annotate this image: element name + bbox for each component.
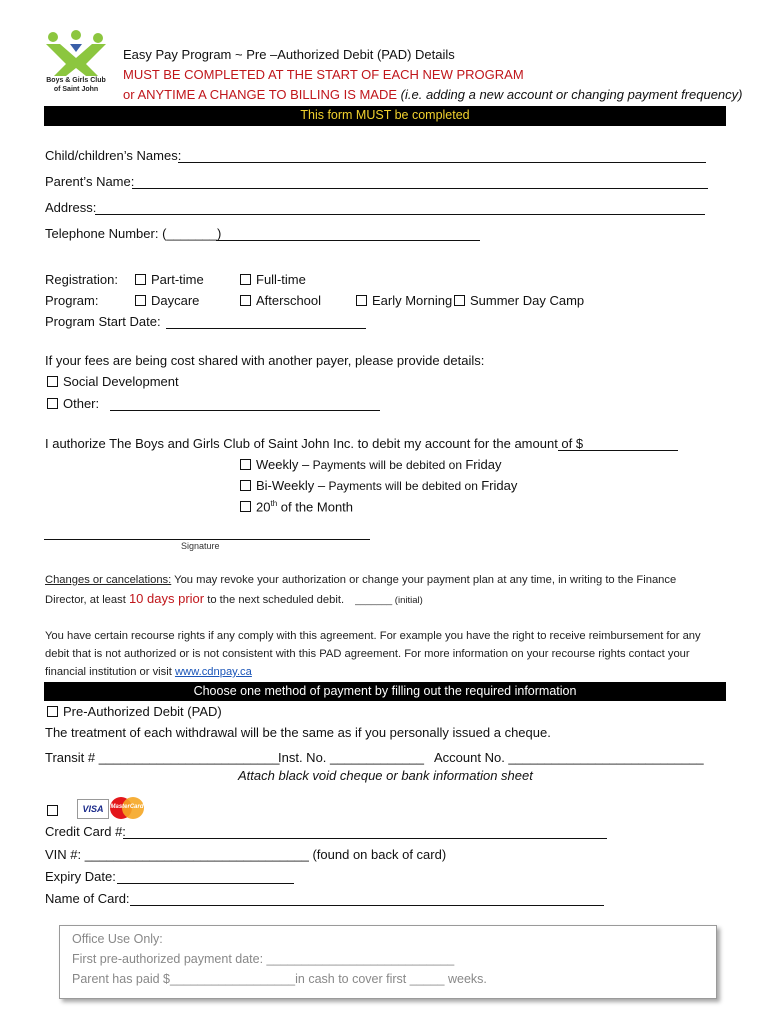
name-of-card-field[interactable] (130, 905, 604, 906)
biweekly-checkbox[interactable] (240, 480, 251, 491)
other-checkbox[interactable] (47, 398, 58, 409)
summer-day-camp-checkbox[interactable] (454, 295, 465, 306)
office-use-title: Office Use Only: (72, 932, 163, 946)
signature-label: Signature (181, 541, 220, 551)
twentieth-option[interactable]: 20th of the Month (240, 499, 353, 514)
cost-share-question: If your fees are being cost shared with another payer, please provide details: (45, 353, 485, 368)
logo-figures-icon (46, 30, 106, 76)
expiry-date-label: Expiry Date: (45, 869, 116, 884)
logo-text: Boys & Girls Club of Saint John (46, 77, 106, 93)
program-label: Program: (45, 293, 99, 308)
weekly-checkbox[interactable] (240, 459, 251, 470)
cdnpay-link[interactable]: www.cdnpay.ca (174, 666, 252, 678)
afterschool-option[interactable]: Afterschool (240, 293, 321, 308)
other-option[interactable]: Other: (47, 396, 99, 411)
credit-card-label: Credit Card #: (45, 824, 126, 839)
form-title: Easy Pay Program ~ Pre –Authorized Debit (PAD) Details (123, 47, 455, 62)
authorize-statement: I authorize The Boys and Girls Club of Saint John Inc. to debit my account for the amount of $ (45, 436, 584, 451)
program-start-date-label: Program Start Date: (45, 314, 161, 329)
other-details-field[interactable] (110, 410, 380, 411)
changes-paragraph-line2: Director, at least 10 days prior to the next scheduled debit. _______ (initial) (45, 591, 423, 606)
weekly-option[interactable]: Weekly – Payments will be debited on Friday (240, 457, 501, 472)
payment-method-bar: Choose one method of payment by filling out the required information (44, 682, 726, 701)
social-development-checkbox[interactable] (47, 376, 58, 387)
parent-name-field[interactable] (132, 188, 708, 189)
first-payment-date-field[interactable]: First pre-authorized payment date: ___________________________ (72, 952, 455, 966)
must-complete-notice: MUST BE COMPLETED AT THE START OF EACH NEW PROGRAM (123, 67, 524, 82)
children-names-field[interactable] (178, 162, 706, 163)
must-complete-bar: This form MUST be completed (44, 106, 726, 126)
parent-name-label: Parent’s Name: (45, 174, 135, 189)
part-time-option[interactable]: Part-time (135, 272, 204, 287)
attach-cheque-note: Attach black void cheque or bank information sheet (238, 768, 533, 783)
signature-field[interactable] (44, 539, 370, 540)
inst-no-field[interactable]: Inst. No. _____________ (278, 750, 425, 765)
summer-day-camp-option[interactable]: Summer Day Camp (454, 293, 584, 308)
initial-field[interactable]: _______ (initial) (355, 595, 423, 606)
daycare-checkbox[interactable] (135, 295, 146, 306)
account-no-field[interactable]: Account No. ___________________________ (434, 750, 704, 765)
credit-card-checkbox[interactable] (47, 805, 58, 816)
address-label: Address: (45, 200, 97, 215)
changes-paragraph: Changes or cancelations: You may revoke your authorization or change your payment plan at any time, in writing to the Finance (45, 574, 677, 586)
recourse-line3: financial institution or visit www.cdnpay.ca (45, 666, 252, 678)
early-morning-checkbox[interactable] (356, 295, 367, 306)
twentieth-checkbox[interactable] (240, 501, 251, 512)
biweekly-option[interactable]: Bi-Weekly – Payments will be debited on Friday (240, 478, 517, 493)
telephone-field[interactable] (216, 240, 480, 241)
credit-card-option[interactable] (47, 803, 63, 818)
registration-label: Registration: (45, 272, 118, 287)
pad-option[interactable]: Pre-Authorized Debit (PAD) (47, 704, 222, 719)
debit-amount-field[interactable] (558, 450, 678, 451)
name-of-card-label: Name of Card: (45, 891, 130, 906)
cash-paid-field[interactable]: Parent has paid $__________________in cash to cover first _____ weeks. (72, 972, 487, 986)
part-time-checkbox[interactable] (135, 274, 146, 285)
children-names-label: Child/children’s Names: (45, 148, 182, 163)
address-field[interactable] (95, 214, 705, 215)
credit-card-field[interactable] (123, 838, 607, 839)
daycare-option[interactable]: Daycare (135, 293, 199, 308)
program-start-date-field[interactable] (166, 328, 366, 329)
visa-logo: VISA (77, 799, 109, 819)
pad-checkbox[interactable] (47, 706, 58, 717)
office-use-box (59, 925, 717, 999)
expiry-date-field[interactable] (117, 883, 294, 884)
full-time-checkbox[interactable] (240, 274, 251, 285)
vin-field[interactable]: VIN #: _______________________________ (found on back of card) (45, 847, 447, 862)
mastercard-logo-text: MasterCard (110, 804, 144, 810)
social-development-option[interactable]: Social Development (47, 374, 179, 389)
early-morning-option[interactable]: Early Morning (356, 293, 452, 308)
transit-field[interactable]: Transit # _________________________ (45, 750, 280, 765)
full-time-option[interactable]: Full-time (240, 272, 306, 287)
recourse-line2: debit that is not authorized or is not consistent with this PAD agreement. For more information on your recourse rights contact your (45, 648, 690, 660)
telephone-label: Telephone Number: (_______) (45, 226, 222, 241)
billing-change-notice: or ANYTIME A CHANGE TO BILLING IS MADE (i.e. adding a new account or changing payment frequency) (123, 87, 743, 102)
afterschool-checkbox[interactable] (240, 295, 251, 306)
recourse-line1: You have certain recourse rights if any comply with this agreement. For example you have the right to receive reimbursement for any (45, 630, 701, 642)
treatment-note: The treatment of each withdrawal will be the same as if you personally issued a cheque. (45, 725, 551, 740)
